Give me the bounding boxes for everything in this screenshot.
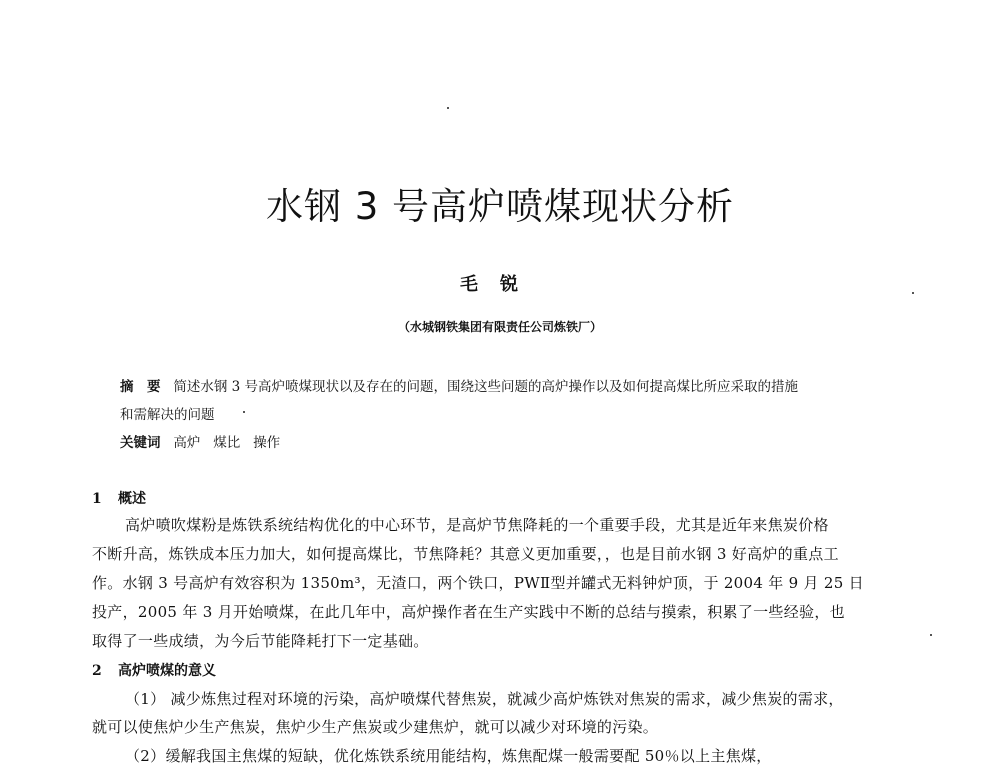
scan-speck [447, 107, 449, 109]
section-heading-1: 1 概述 [92, 491, 146, 507]
paragraph-line: 作。水钢 3 号高炉有效容积为 1350m³，无渣口，两个铁口，PWⅡ型并罐式无料钟炉顶，于 2004 年 9 月 25 日 [92, 574, 864, 592]
abstract-label: 摘 要 [120, 379, 161, 395]
keyword: 操作 [253, 435, 281, 451]
abstract-line-2: 和需解决的问题 [120, 407, 215, 423]
paper-title: 水钢 3 号高炉喷煤现状分析 [265, 185, 735, 228]
keywords [120, 431, 280, 451]
keywords-label: 关键词 [120, 435, 161, 451]
abstract-line-1 [120, 375, 798, 395]
paper-author: 毛锐 [460, 274, 540, 295]
abstract-text: 简述水钢 3 号高炉喷煤现状以及存在的问题，围绕这些问题的高炉操作以及如何提高煤比所应采取的措施 [173, 379, 799, 395]
paragraph-line: 投产，2005 年 3 月开始喷煤，在此几年中，高炉操作者在生产实践中不断的总结与摸索，积累了一些经验，也 [92, 603, 845, 621]
keyword: 煤比 [213, 435, 241, 451]
keyword: 高炉 [173, 435, 201, 451]
paper-affiliation: （水城钢铁集团有限责任公司炼铁厂） [397, 320, 602, 334]
scan-speck [243, 411, 245, 413]
paragraph-line: （1） 减少炼焦过程对环境的污染，高炉喷煤代替焦炭，就减少高炉炼铁对焦炭的需求，减少焦炭的需求， [125, 690, 844, 708]
scan-speck [930, 634, 932, 636]
section-heading-2: 2 高炉喷煤的意义 [92, 663, 216, 679]
paragraph-line: 高炉喷吹煤粉是炼铁系统结构优化的中心环节，是高炉节焦降耗的一个重要手段，尤其是近年来焦炭价格 [125, 516, 829, 534]
paragraph-line: 取得了一些成绩，为今后节能降耗打下一定基础。 [92, 632, 429, 650]
paragraph-line: 就可以使焦炉少生产焦炭，焦炉少生产焦炭或少建焦炉，就可以减少对环境的污染。 [92, 718, 659, 736]
paragraph-line: 不断升高，炼铁成本压力加大，如何提高煤比，节焦降耗？其意义更加重要，，也是目前水钢 3 好高炉的重点工 [92, 545, 839, 563]
paragraph-line: （2）缓解我国主焦煤的短缺，优化炼铁系统用能结构，炼焦配煤一般需要配 50％以上主焦煤， [125, 747, 772, 765]
